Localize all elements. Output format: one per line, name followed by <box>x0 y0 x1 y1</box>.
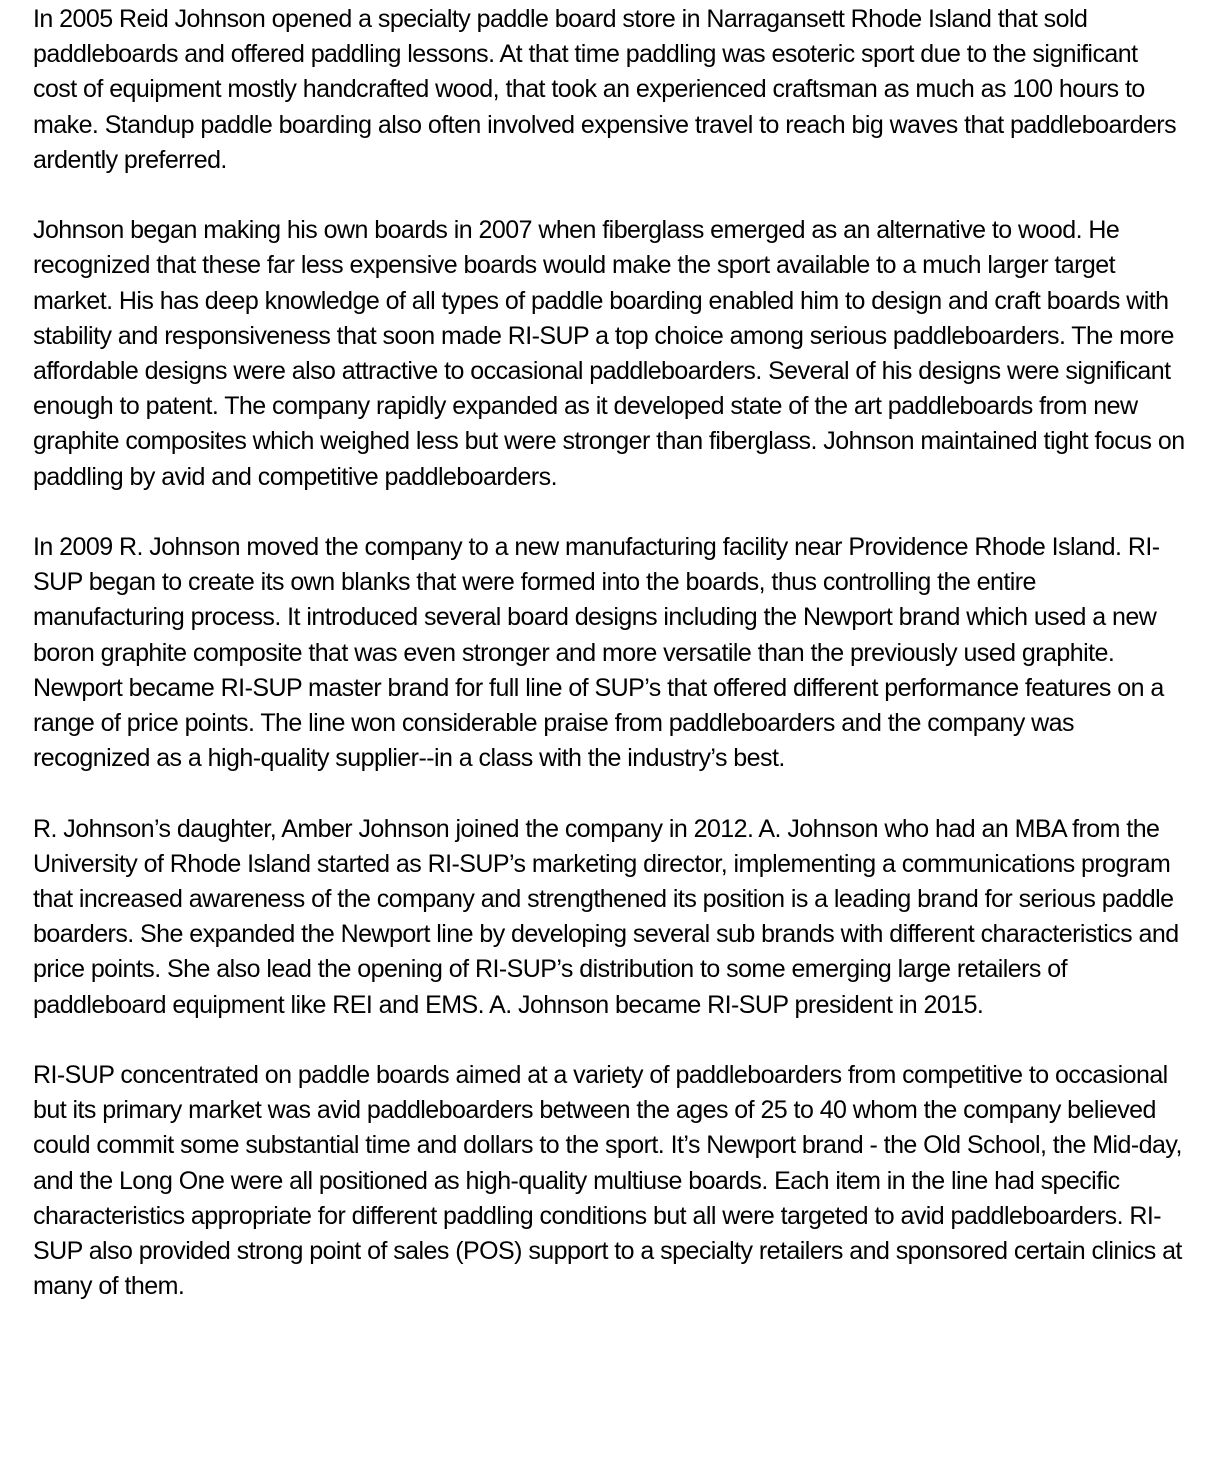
paragraph-1-store-founding: In 2005 Reid Johnson opened a specialty paddle board store in Narragansett Rhode Island that sold paddleboards and offered paddling lessons. At that time paddling was esoteric sport due to the significant cost of equipment mostly handcrafted wood, that took an experienced craftsman as much as 100 hours to make. Standup paddle boarding also often involved expensive travel to reach big waves that paddleboarders ardently preferred. <box>33 5 1177 174</box>
paragraph-4-amber-johnson: R. Johnson’s daughter, Amber Johnson joined the company in 2012. A. Johnson who had an MBA from the University of Rhode Island started as RI-SUP’s marketing director, implementing a communications program that increased awareness of the company and strengthened its position is a leading brand for serious paddle boarders. She expanded the Newport line by developing several sub brands with different characteristics and price points. She also lead the opening of RI-SUP’s distribution to some emerging large retailers of paddleboard equipment like REI and EMS. A. Johnson became RI-SUP president in 2015. <box>33 814 1179 1019</box>
paragraph-2-board-making: Johnson began making his own boards in 2007 when fiberglass emerged as an alternative to wood. He recognized that these far less expensive boards would make the sport available to a much larger target market. His has deep knowledge of all types of paddle boarding enabled him to design and craft boards with stability and responsiveness that soon made RI-SUP a top choice among serious paddleboarders. The more affordable designs were also attractive to occasional paddleboarders. Several of his designs were significant enough to patent. The company rapidly expanded as it developed state of the art paddleboards from new graphite composites which weighed less but were stronger than fiberglass. Johnson maintained tight focus on paddling by avid and competitive paddleboarders. <box>33 216 1185 491</box>
paragraph-5-target-market: RI-SUP concentrated on paddle boards aimed at a variety of paddleboarders from competitive to occasional but its primary market was avid paddleboarders between the ages of 25 to 40 whom the company believed could commit some substantial time and dollars to the sport. It’s Newport brand - the Old School, the Mid-day, and the Long One were all positioned as high-quality multiuse boards. Each item in the line had specific characteristics appropriate for different paddling conditions but all were targeted to avid paddleboarders. RI-SUP also provided strong point of sales (POS) support to a specialty retailers and sponsored certain clinics at many of them. <box>33 1061 1182 1301</box>
paragraph-3-new-facility: In 2009 R. Johnson moved the company to a new manufacturing facility near Providence Rhode Island. RI-SUP began to create its own blanks that were formed into the boards, thus controlling the entire manufacturing process. It introduced several board designs including the Newport brand which used a new boron graphite composite that was even stronger and more versatile than the previously used graphite. Newport became RI-SUP master brand for full line of SUP’s that offered different performance features on a range of price points. The line won considerable praise from paddleboarders and the company was recognized as a high-quality supplier--in a class with the industry’s best. <box>33 533 1164 773</box>
